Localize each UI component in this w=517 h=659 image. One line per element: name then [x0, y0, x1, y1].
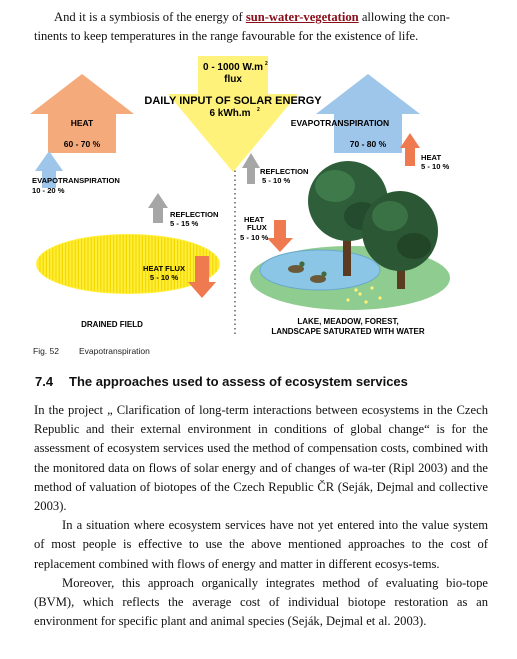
- paragraph: In a situation where ecosystem services have not yet entered into the value system of most people is effective to use the above mentioned approaches to the cost of replacement combined with flows of energy and matter in different ecosys-tems.: [34, 518, 488, 571]
- intro-line-1: [34, 8, 488, 27]
- heat-value-left: 60 - 70 %: [63, 139, 101, 149]
- reflection-label-right: REFLECTION: [260, 167, 309, 176]
- figure-caption-text: Evapotranspiration: [79, 346, 150, 356]
- body-text: [34, 401, 488, 631]
- paragraph: Moreover, this approach organically integrates method of evaluating bio-tope (BVM), which reflects the average cost of individual biotope restoration as an environment for specific plant and animal species (Seják, Dejmal et al. 2003).: [34, 575, 488, 629]
- section-title: The approaches used to assess of ecosystem services: [69, 374, 408, 389]
- landscape-label-1: LAKE, MEADOW, FOREST,: [297, 317, 399, 326]
- reflection-label-left: REFLECTION: [170, 210, 219, 219]
- flux-value: 0 - 1000 W.m: [202, 62, 264, 73]
- heat-label-left: HEAT: [70, 118, 94, 128]
- section-number: 7.4: [35, 374, 54, 389]
- figure-caption: [33, 346, 150, 356]
- drained-field-label: DRAINED FIELD: [81, 320, 143, 329]
- intro-text-end: allowing the con-: [358, 10, 450, 24]
- daily-input-label: DAILY INPUT OF SOLAR ENERGY: [144, 95, 322, 107]
- reflection-value-right: 5 - 10 %: [262, 176, 291, 185]
- section-heading: [35, 374, 408, 389]
- emphasis-sun-water-vegetation: sun-water-vegetation: [245, 10, 359, 24]
- evapotranspiration-value-left: 10 - 20 %: [32, 186, 65, 195]
- daily-input-value: 6 kWh.m: [209, 108, 251, 119]
- evapotranspiration-figure: [30, 56, 450, 336]
- heat-arrow-right: [400, 133, 420, 166]
- heat-label-right: HEAT: [421, 153, 442, 162]
- flux-word: flux: [224, 74, 242, 85]
- intro-paragraph: [34, 8, 488, 46]
- heat-flux-value-right: 5 - 10 %: [240, 233, 269, 242]
- heat-flux-label-right-1: HEAT: [244, 215, 265, 224]
- heat-flux-value-left: 5 - 10 %: [149, 273, 179, 282]
- evapotranspiration-value-right: 70 - 80 %: [349, 139, 387, 149]
- evapotranspiration-label-left: EVAPOTRANSPIRATION: [32, 176, 120, 185]
- heat-flux-label-left: HEAT FLUX: [142, 264, 186, 273]
- heat-value-right: 5 - 10 %: [421, 162, 450, 171]
- daily-input-sup: 2: [257, 107, 260, 113]
- intro-text: And it is a symbiosis of the energy of: [54, 10, 246, 24]
- flux-sup: 2: [265, 61, 268, 67]
- landscape-label-2: LANDSCAPE SATURATED WITH WATER: [271, 327, 425, 336]
- intro-line-2: tinents to keep temperatures in the range favourable for the existence of life.: [34, 29, 419, 43]
- reflection-arrow-left: [148, 193, 168, 223]
- reflection-value-left: 5 - 15 %: [170, 219, 199, 228]
- figure-number: Fig. 52: [33, 346, 59, 356]
- heat-flux-label-right-2: FLUX: [247, 223, 267, 232]
- paragraph: In the project „ Clarification of long-term interactions between ecosystems in the Czech Republic and their external environment in conditions of global change“ is for the assessment of ecosystem services used the method of compensation costs, combined with the monitored data on flows of solar energy and of changes of wa-ter (Ripl 2003) and the method of valuation of biotopes of the Czech Republic ČR (Seják, Dejmal and collective 2003).: [34, 403, 488, 514]
- heat-flux-arrow-right: [267, 220, 293, 252]
- evapotranspiration-label-right: EVAPOTRANSPIRATION: [290, 118, 390, 128]
